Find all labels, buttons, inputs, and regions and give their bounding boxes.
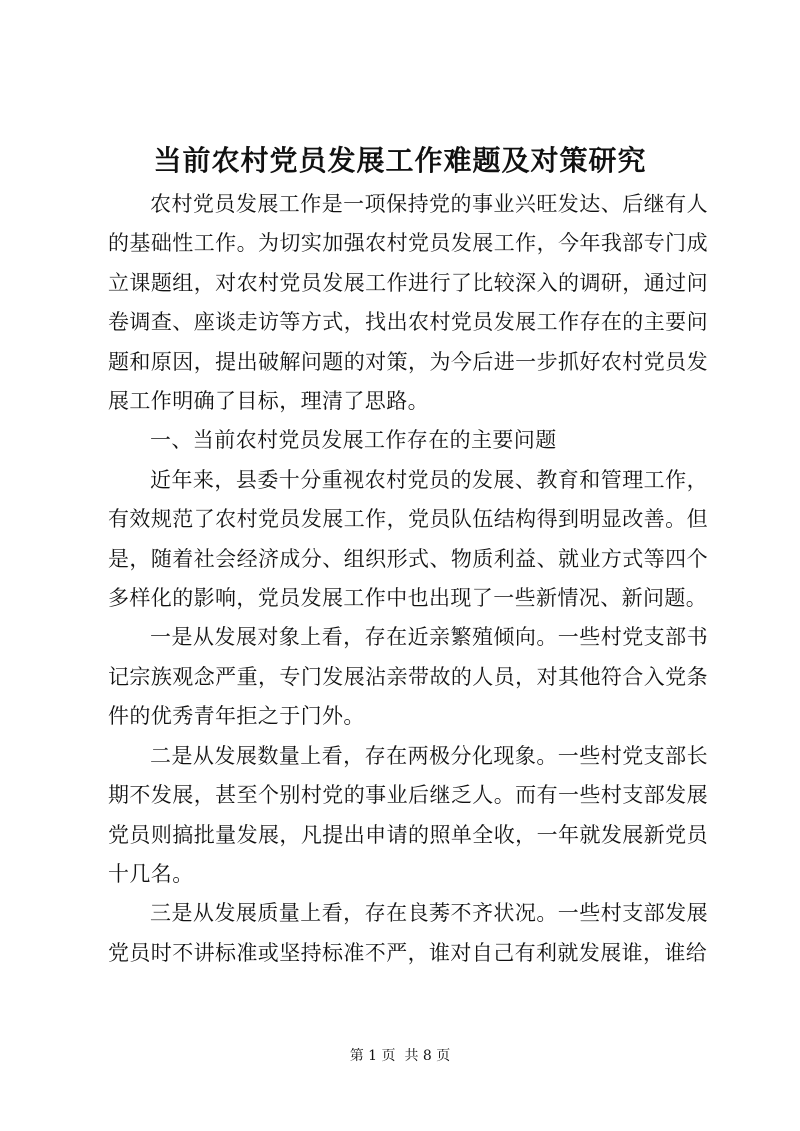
paragraph-issue-2: 二是从发展数量上看，存在两极分化现象。一些村党支部长期不发展，甚至个别村党的事业后继乏人。而有一些村支部发展党员则搞批量发展，凡提出申请的照单全收，一年就发展新党员十几名。 [108, 743, 708, 886]
paragraph-issue-3: 三是从发展质量上看，存在良莠不齐状况。一些村支部发展党员时不讲标准或坚持标准不严，谁对自己有利就发展谁，谁给 [108, 901, 708, 965]
section-heading-1: 一、当前农村党员发展工作存在的主要问题 [150, 428, 557, 453]
page-number-label: 第 1 页 共 8 页 [349, 1048, 451, 1064]
paragraph-overview: 近年来，县委十分重视农村党员的发展、教育和管理工作，有效规范了农村党员发展工作，党员队伍结构得到明显改善。但是，随着社会经济成分、组织形式、物质利益、就业方式等四个多样化的影响，党员发展工作中也出现了一些新情况、新问题。 [108, 467, 708, 611]
page-footer [0, 1044, 800, 1068]
document-title: 当前农村党员发展工作难题及对策研究 [153, 144, 647, 177]
paragraph-intro: 农村党员发展工作是一项保持党的事业兴旺发达、后继有人的基础性工作。为切实加强农村党员发展工作，今年我部专门成立课题组，对农村党员发展工作进行了比较深入的调研，通过问卷调查、座谈走访等方式，找出农村党员发展工作存在的主要问题和原因，提出破解问题的对策，为今后进一步抓好农村党员发展工作明确了目标，理清了思路。 [108, 192, 708, 414]
document-body [108, 185, 708, 973]
paragraph-issue-1: 一是从发展对象上看，存在近亲繁殖倾向。一些村党支部书记宗族观念严重，专门发展沾亲带故的人员，对其他符合入党条件的优秀青年拒之于门外。 [108, 625, 708, 729]
